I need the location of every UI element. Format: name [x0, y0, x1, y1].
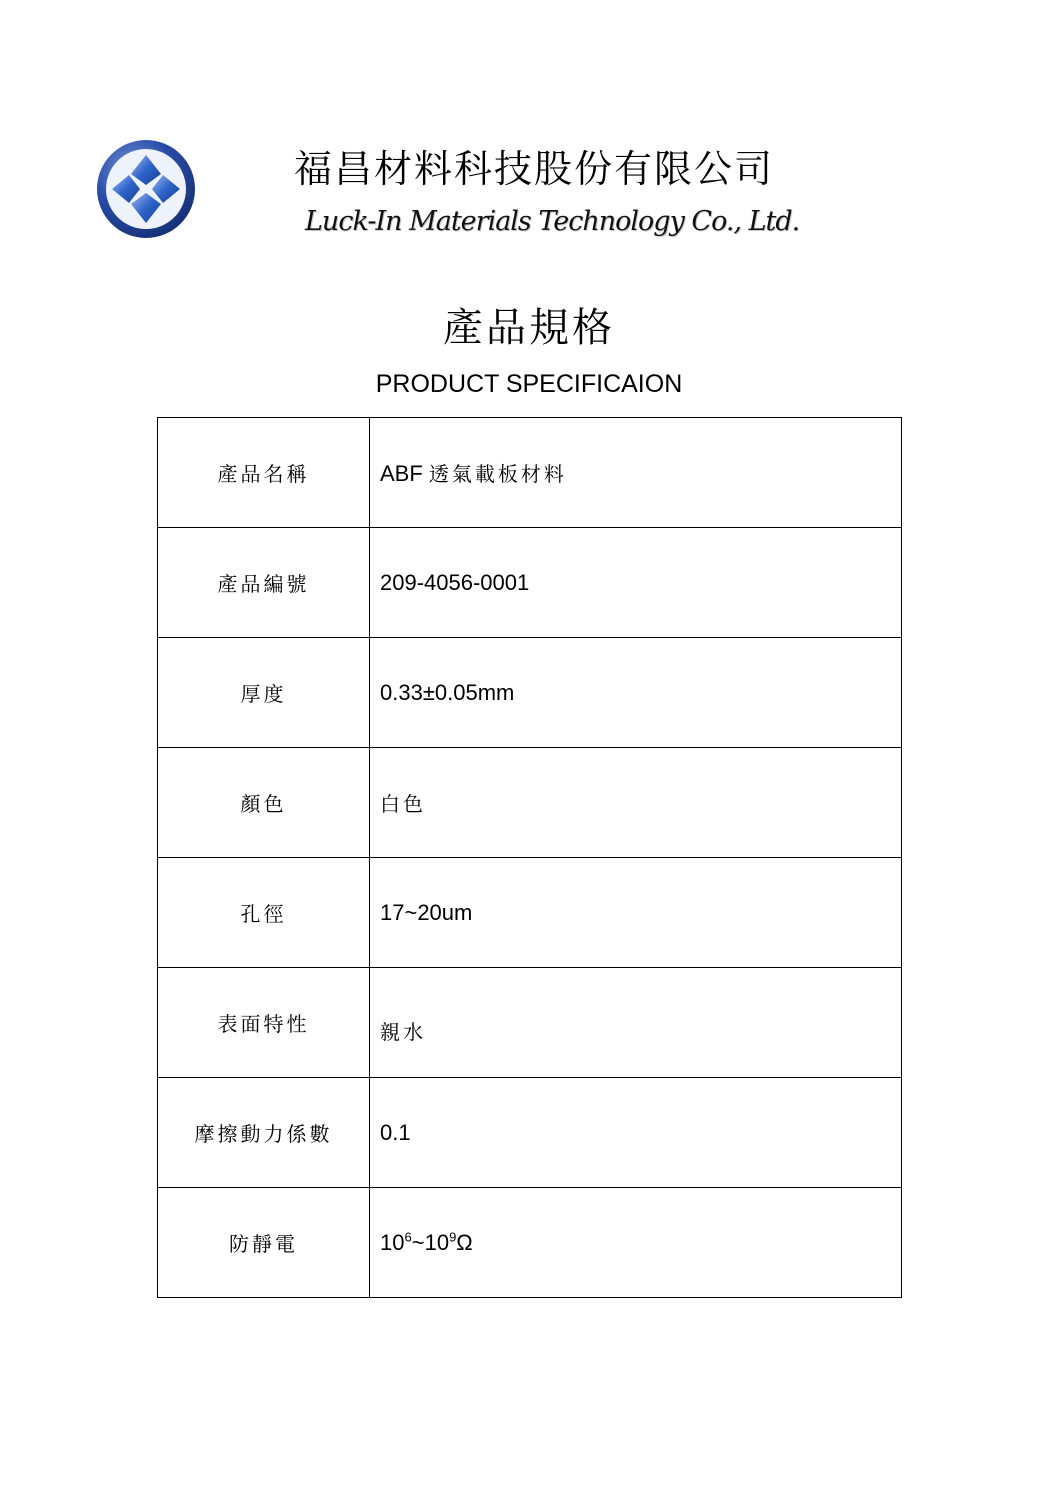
spec-row-friction [158, 1078, 902, 1188]
spec-row-antistatic [158, 1188, 902, 1298]
antistatic-unit: Ω [456, 1229, 473, 1255]
antistatic-exponent-1: 6 [404, 1229, 412, 1245]
spec-label: 表面特性 [158, 968, 370, 1078]
spec-row-pore [158, 858, 902, 968]
spec-label: 孔徑 [158, 858, 370, 968]
spec-row-thickness [158, 638, 902, 748]
spec-label: 顏色 [158, 748, 370, 858]
spec-row-name [158, 418, 902, 528]
company-logo [95, 138, 197, 240]
spec-value: 0.33±0.05mm [370, 638, 902, 748]
company-name-cn: 福昌材料科技股份有限公司 [294, 147, 775, 191]
spec-label: 防靜電 [158, 1188, 370, 1298]
antistatic-separator: ~ [411, 1229, 425, 1255]
spec-label: 產品編號 [158, 528, 370, 638]
antistatic-base-2: 10 [424, 1229, 450, 1255]
spec-value: 209-4056-0001 [370, 528, 902, 638]
spec-row-color [158, 748, 902, 858]
spec-row-surface [158, 968, 902, 1078]
spec-label: 厚度 [158, 638, 370, 748]
company-logo-icon [95, 138, 197, 240]
spec-value-cn: 親水 [380, 1020, 426, 1044]
company-name-en: Luck-In Materials Technology Co., Ltd. [305, 206, 800, 237]
spec-value-cn: 透氣載板材料 [428, 462, 567, 486]
spec-label: 產品名稱 [158, 418, 370, 528]
spec-value: 0.1 [370, 1078, 902, 1188]
spec-value-prefix: ABF [380, 461, 423, 486]
spec-value [370, 418, 902, 528]
antistatic-exponent-2: 9 [449, 1229, 457, 1245]
antistatic-base-1: 10 [380, 1229, 405, 1255]
spec-row-code [158, 528, 902, 638]
spec-value-cn: 白色 [380, 792, 426, 816]
spec-label: 摩擦動力係數 [158, 1078, 370, 1188]
document-title-en: PRODUCT SPECIFICAION [375, 370, 683, 398]
spec-value [370, 968, 902, 1078]
document-title-cn: 產品規格 [443, 305, 615, 351]
spec-value [370, 1188, 902, 1298]
spec-table [157, 417, 902, 1298]
spec-value: 17~20um [370, 858, 902, 968]
spec-value [370, 748, 902, 858]
